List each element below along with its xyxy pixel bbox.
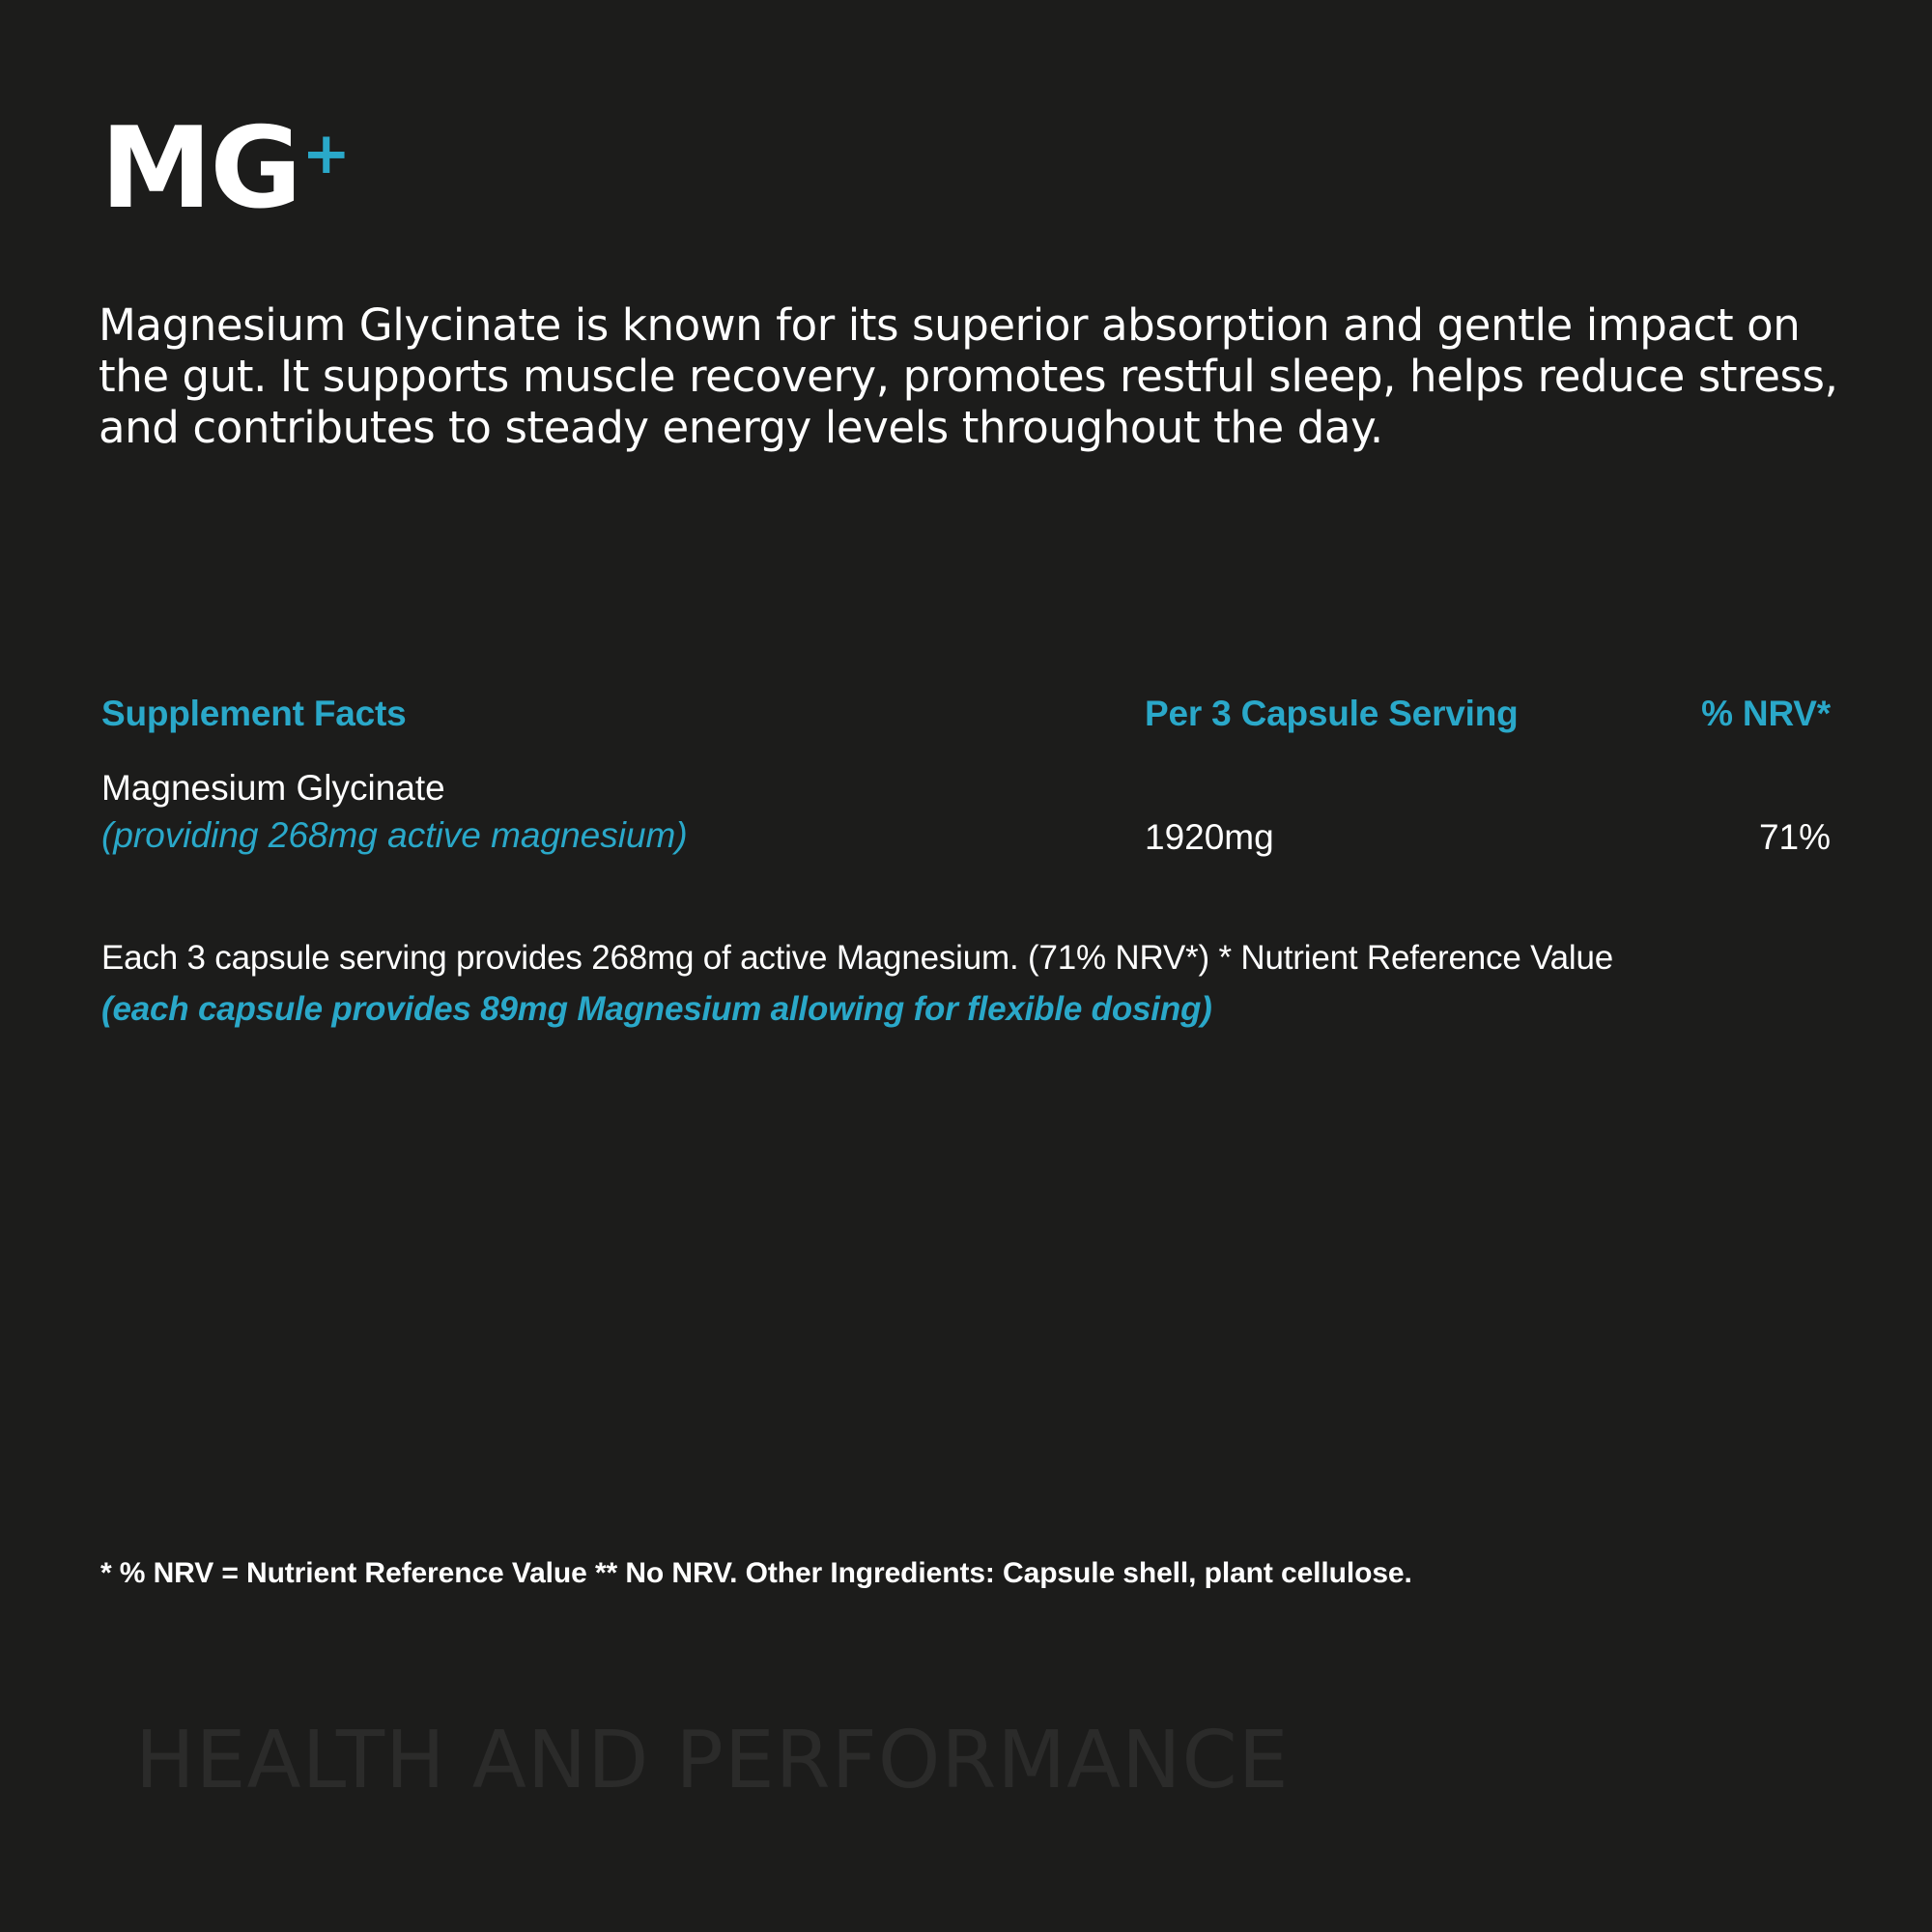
- serving-footnote-accent: (each capsule provides 89mg Magnesium allowing for flexible dosing): [101, 989, 1212, 1028]
- brand-logo: [100, 103, 351, 234]
- table-row: [101, 765, 1831, 860]
- column-header-nrv: % NRV*: [1701, 694, 1831, 733]
- serving-footnote-text: Each 3 capsule serving provides 268mg of active Magnesium. (71% NRV*) * Nutrient Reference Value: [101, 938, 1614, 977]
- plus-icon: +: [301, 120, 351, 187]
- supplement-facts-table: [101, 694, 1831, 1032]
- ingredient-amount: 1920mg: [1145, 816, 1274, 857]
- product-description: Magnesium Glycinate is known for its superior absorption and gentle impact on the gut. It supports muscle recovery, promotes restful sleep, helps reduce stress, and contributes to steady energy levels throughout the day.: [99, 299, 1838, 454]
- ingredient-name-cell: [101, 765, 1145, 860]
- watermark-text: HEALTH AND PERFORMANCE: [135, 1715, 1290, 1806]
- ingredient-subnote: (providing 268mg active magnesium): [101, 814, 688, 855]
- serving-footnote: [101, 935, 1831, 1033]
- supplement-facts-title: Supplement Facts: [101, 694, 407, 733]
- ingredients-disclaimer: * % NRV = Nutrient Reference Value ** No NRV. Other Ingredients: Capsule shell, plant cellulose.: [100, 1557, 1412, 1589]
- brand-logo-text: MG: [100, 103, 300, 234]
- column-header-amount: Per 3 Capsule Serving: [1145, 694, 1519, 733]
- ingredient-nrv: 71%: [1758, 816, 1831, 857]
- supplement-facts-header-row: [101, 694, 1831, 734]
- ingredient-name: Magnesium Glycinate: [101, 768, 445, 808]
